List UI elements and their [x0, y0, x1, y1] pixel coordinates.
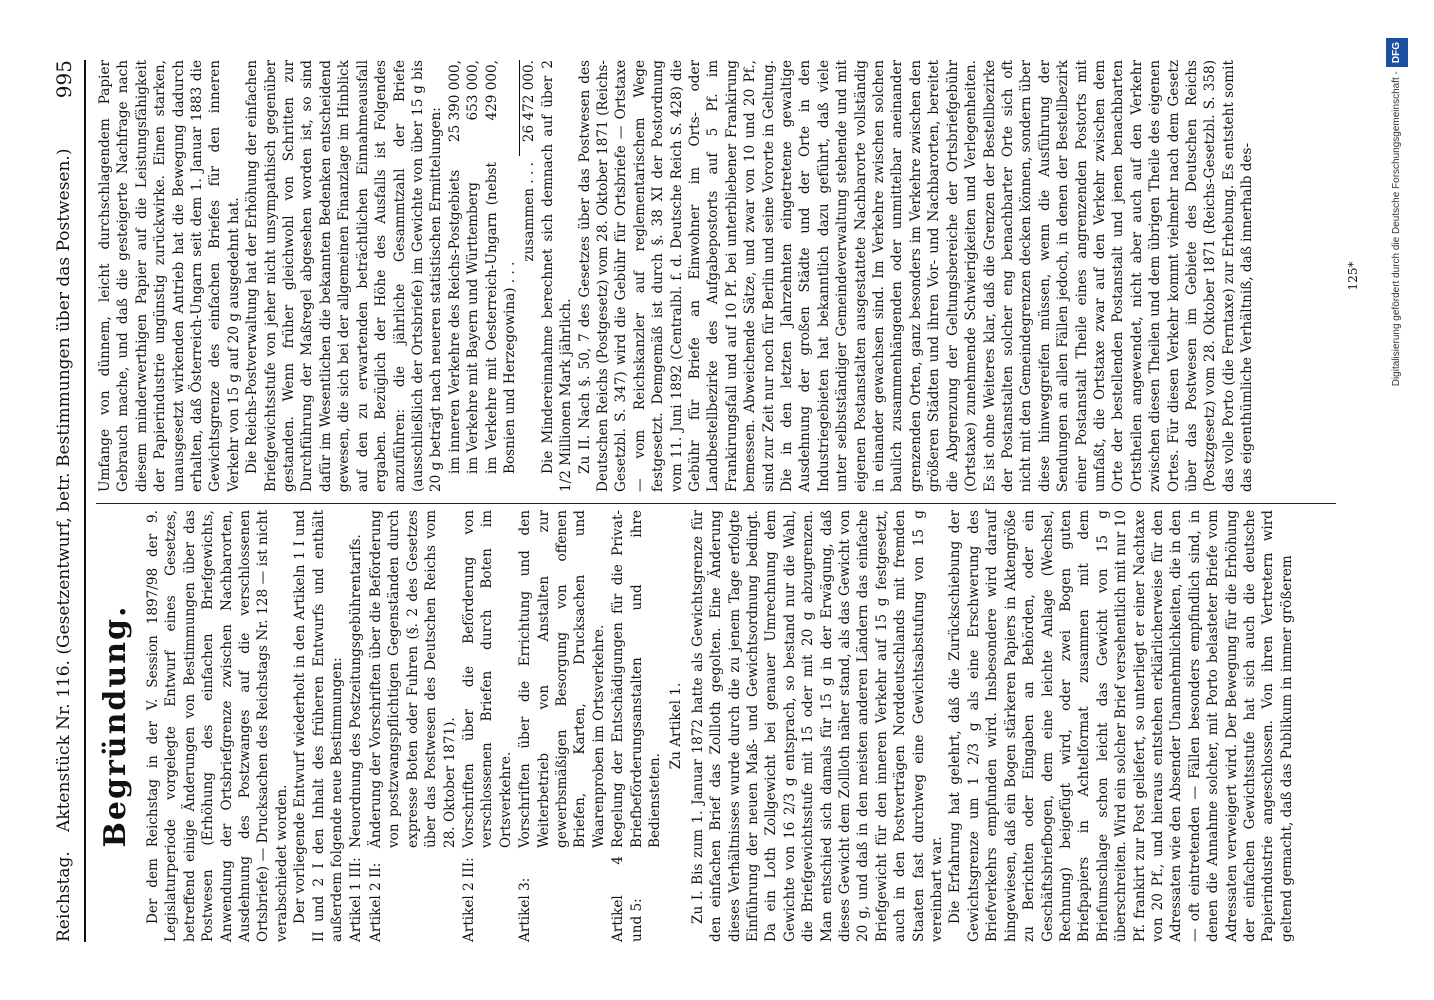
article-text: Vorschriften über die Errichtung und den Weiterbetrieb von Anstalten zur gewerbsmäßigen Besorgung von offenen Briefen, Karten, Drucksachen und Waarenproben im Ortsverkehre.	[517, 510, 607, 848]
table-total-row	[520, 60, 538, 492]
article-label: Artikel 4 und 5:	[610, 856, 645, 942]
statistics-table	[446, 60, 539, 492]
table-value: 25 390 000,	[446, 60, 463, 143]
table-value: 653 000,	[465, 60, 482, 121]
body-paragraph: Zu II. Nach §. 50, 7 des Gesetzes über das Postwesen des Deutschen Reichs (Postgesetz) vom 28. Oktober 1871 (Reichs-Gesetzbl. S. 347) wird die Gebühr für Ortsbriefe — Ortstaxe — vom Reichskanzler auf reglementarischem Wege festgesetzt. Demgemäß ist durch §. 38 XI der Postordnung vom 11. Juni 1892 (Centralbl. f. d. Deutsche Reich S. 428) die Gebühr für Briefe an Einwohner im Orts- oder Landbestellbezirke des Aufgabepostorts auf 5 Pf. im Frankirungsfall und auf 10 Pf. bei unterbliebener Frankirung bemessen. Abweichende Sätze, und zwar von 10 und 20 Pf., sind zur Zeit nur noch für Berlin und seine Vororte in Geltung. Die in den letzten Jahrzehnten eingetretene gewaltige Ausdehnung der großen Städte und der Orte in den Industriegebieten hat bekanntlich dazu geführt, daß viele unter selbstständiger Gemeindeverwaltung stehende und mit eigenen Postanstalten ausgestattete Nachbarorte vollständig in einander gewachsen sind. Im Verkehre zwischen solchen baulich zusammenhängenden oder unmittelbar aneinander grenzenden Orten, ganz besonders im Verkehre zwischen den größeren Städten und ihren Vor- und Nachbarorten, bereitet die Abgrenzung der Geltungsbereiche der Ortsbriefgebühr (Ortstaxe) zunehmende Schwierigkeiten und Verlegenheiten. Es ist ohne Weiteres klar, daß die Grenzen der Bestellbezirke der Postanstalten solcher eng benachbarter Orte sich oft nicht mit den Gemeindegrenzen decken können, sondern über diese hinweggreifen müssen, wenn die Ausführung der Sendungen an allen Fällen jedoch, in denen der Bestellbezirk einer Postanstalt Theile eines angrenzenden Postorts mit umfaßt, die Ortstaxe zwar auf den Verkehr zwischen dem Orte der bestellenden Postanstalt und jenen benachbarten Ortstheilen angewendet, nicht aber auch auf den Verkehr zwischen diesen Theilen und dem übrigen Theile des eigenen Ortes. Für diesen Verkehr kommt vielmehr nach dem Gesetz über das Postwesen im Gebiete des Deutschen Reichs (Postzgesetz) vom 28. Oktober 1871 (Reichs-Gesetzbl. S. 358) das volle Porto (die Ferntaxe) zur Erhebung. Es entsteht somit das eigenthümliche Verhältniß, daß innerhalb des-	[576, 60, 1256, 492]
article-label: Artikel 2 II:	[367, 862, 384, 942]
dfg-logo: DFG	[1386, 38, 1408, 67]
article-text: Vorschriften über die Beförderung von verschlossenen Briefen durch Boten im Ortsverkehre.	[460, 510, 514, 848]
article-text: Regelung der Entschädigungen für die Privat-Briefbeförderungsanstalten und ihre Bediensteten.	[610, 510, 663, 848]
table-row	[446, 60, 464, 492]
header-left: Reichstag.	[54, 851, 74, 942]
digitization-credit	[1386, 38, 1408, 960]
article-entry	[609, 510, 664, 942]
left-column	[96, 510, 1296, 942]
intro-paragraph-2: Der vorliegende Entwurf wiederholt in den Artikeln 1 I und II und 2 I den Inhalt des früheren Entwurfs und enthält außerdem folgende neue Bestimmungen:	[292, 510, 346, 942]
article-entry	[367, 510, 459, 942]
credit-text: Digitalisierung gefördert durch die Deutsche Forschungsgemeinschaft -	[1391, 71, 1402, 387]
total-label: zusammen . . .	[521, 162, 538, 262]
table-label: im Verkehre mit Bayern und Württemberg	[465, 182, 482, 474]
body-paragraph: Umfange von dünnem, leicht durchschlagendem Papier Gebrauch mache, und daß die gesteigerte Nachfrage nach diesem minderwerthigen Papier auf die Leistungsfähigkeit der Papierindustrie ungünstig zurückwirke. Einen starken, unausgesetzt wirkenden Antrieb hat die Bewegung dadurch erhalten, daß Österreich-Ungarn seit dem 1. Januar 1883 die Gewichtsgrenze des einfachen Briefes für den inneren Verkehr von 15 g auf 20 g ausgedehnt hat.	[97, 60, 242, 492]
total-value: 26 472 000.	[521, 60, 538, 143]
body-paragraph: Die Erfahrung hat gelehrt, daß die Zurückschiebung der Gewichtsgrenze um 1 2/3 g als eine Erschwerung des Briefverkehrs empfunden wird. Insbesondere wird darauf hingewiesen, daß ein Bogen stärkeren Papiers in Aktengröße zu Berichten oder Eingaben an Behörden, oder ein Geschäftsbriefbogen, dem eine leichte Anlage (Wechsel, Rechnung) beigefügt wird, oder zwei Bogen guten Briefpapiers in Achtelformat zusammen mit dem Briefumschlage schon leicht das Gewicht von 15 g überschreiten. Wird ein solcher Brief versehentlich mit nur 10 Pf. frankirt zur Post geliefert, so unterliegt er einer Nachtaxe von 20 Pf., und hieraus entstehen erklärlicherweise für den Adressaten wie den Absender Unannehmlichkeiten, die in den — oft eintretenden — Fällen besonders empfindlich sind, in denen die Annahme solcher, mit Porto belasteter Briefe vom Adressaten verweigert wird. Der Bewegung für die Erhöhung der einfachen Gewichtsstufe hat sich auch die deutsche Papierindustrie angeschlossen. Von ihren Vertretern wird geltend gemacht, daß das Publikum in immer größerem	[947, 510, 1295, 942]
running-header	[50, 60, 78, 942]
subheading: Zu Artikel 1.	[668, 682, 685, 770]
header-title: Aktenstück Nr. 116. (Gesetzentwurf, betr. Bestimmungen über das Postwesen.)	[54, 148, 74, 832]
article-entry	[460, 510, 515, 942]
article-text: Neuordnung des Postzeitungsgebührentarifs.	[348, 534, 365, 848]
table-value: 429 000,	[483, 60, 500, 121]
body-paragraph: Zu I. Bis zum 1. Januar 1872 hatte als Gewichtsgrenze für den einfachen Brief das Zollloth gegolten. Eine Änderung dieses Verhältnisses wurde durch die zu jenem Tage erfolgte Einführung der neuen Maß- und Gewichtsordnung bedingt. Da ein Loth Zollgewicht bei genauer Umrechnung dem Gewichte von 16 2/3 g entsprach, so bestand nur die Wahl, die Briefgewichtsstufe mit 15 oder mit 20 g abzugrenzen. Man entschied sich damals für 15 g in der Erwägung, daß dieses Gewicht dem Zollloth näher stand, als das Gewicht von 20 g, und daß in den meisten anderen Ländern das einfache Briefgewicht für den inneren Verkehr auf 15 g festgesetzt, auch in den Postverträgen Norddeutschlands mit fremden Staaten fast durchweg eine Gewichtsabstufung von 15 g vereinbart war.	[689, 510, 946, 942]
body-paragraph: Die Mindereinnahme berechnet sich demnach auf über 2 1/2 Millionen Mark jährlich.	[539, 60, 575, 492]
article-entry	[516, 510, 608, 942]
header-rule	[84, 60, 86, 942]
article-label: Artikel 3:	[517, 877, 534, 942]
body-paragraph: Die Reichs-Postverwaltung hat der Erhöhung der einfachen Briefgewichtsstufe von jeher nicht unsympathisch gegenüber gestanden. Wenn früher gleichwohl von Schritten zur Durchführung der Maßregel abgesehen worden ist, so sind dafür im Wesentlichen die bekannten Bedenken entscheidend gewesen, die sich bei der allgemeinen Finanzlage im Hinblick auf den zu erwartenden beträchtlichen Einnahmeausfall ergaben. Bezüglich der Höhe des Ausfalls ist Folgendes anzuführen: die jährliche Gesammtzahl der Briefe (ausschließlich der Ortsbriefe) im Gewichte von über 15 g bis 20 g beträgt nach neueren statistischen Ermittelungen:	[244, 60, 445, 492]
intro-paragraph: Der dem Reichstag in der V. Session 1897/98 der 9. Legislaturperiode vorgelegte Entwurf eines Gesetzes, betreffend einige Änderungen von Bestimmungen über das Postwesen (Erhöhung des einfachen Briefgewichts, Anwendung der Ortsbriefgrenze zwischen Nachbarorten, Ausdehnung des Postzwanges auf die verschlossenen Ortsbriefe) — Drucksachen des Reichstags Nr. 128 — ist nicht verabschiedet worden.	[145, 510, 290, 942]
article-label: Artikel 1 III:	[348, 857, 365, 942]
section-title: Begründung.	[98, 604, 133, 848]
signature-mark: 125*	[1346, 261, 1360, 291]
page-number: 995	[52, 60, 76, 99]
article-label: Artikel 2 III:	[460, 857, 477, 942]
table-row	[464, 60, 482, 492]
table-label: im Verkehre mit Oesterreich-Ungarn (nebst Bosnien und Herzegowina) . . .	[483, 162, 518, 474]
right-column	[96, 60, 1360, 492]
article-entry	[347, 510, 365, 942]
table-row	[483, 60, 520, 492]
table-label: im inneren Verkehre des Reichs-Postgebiets	[446, 169, 463, 474]
article-text: Änderung der Vorschriften über die Beförderung von postzwangspflichtigen Gegenständen durch expresse Boten oder Fuhren (§. 2 des Gesetzes über das Postwesen des Deutschen Reichs vom 28. Oktober 1871).	[367, 510, 458, 848]
column-divider	[96, 503, 1336, 504]
